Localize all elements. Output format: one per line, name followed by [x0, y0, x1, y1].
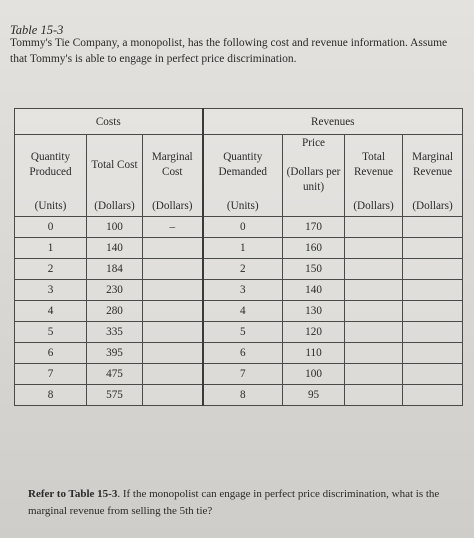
group-header-row — [15, 109, 463, 135]
cell-price: 100 — [283, 364, 345, 385]
table-row — [15, 259, 463, 280]
header-quantity-produced: Quantity Produced — [15, 135, 87, 196]
cell-quantity-produced: 3 — [15, 280, 87, 301]
cell-total-revenue — [345, 217, 403, 238]
cell-quantity-demanded: 8 — [203, 385, 283, 406]
cell-total-revenue — [345, 238, 403, 259]
cost-revenue-table — [14, 108, 463, 406]
cell-marginal-cost: – — [143, 217, 203, 238]
cell-total-revenue — [345, 301, 403, 322]
cell-marginal-revenue — [403, 364, 463, 385]
cell-marginal-revenue — [403, 301, 463, 322]
table-row — [15, 385, 463, 406]
header-price-units: (Dollars per unit) — [286, 165, 341, 193]
cell-quantity-demanded: 0 — [203, 217, 283, 238]
table-row — [15, 343, 463, 364]
costs-group-header: Costs — [15, 109, 203, 135]
table-row — [15, 322, 463, 343]
cell-price: 95 — [283, 385, 345, 406]
table-label: Table 15-3 — [10, 23, 64, 37]
revenues-group-header: Revenues — [203, 109, 463, 135]
units-marginal-revenue: (Dollars) — [403, 195, 463, 217]
cell-total-cost: 395 — [87, 343, 143, 364]
cell-quantity-demanded: 2 — [203, 259, 283, 280]
cell-quantity-produced: 0 — [15, 217, 87, 238]
cell-quantity-demanded: 3 — [203, 280, 283, 301]
cell-quantity-demanded: 7 — [203, 364, 283, 385]
table-row — [15, 280, 463, 301]
cell-total-cost: 100 — [87, 217, 143, 238]
cell-total-revenue — [345, 259, 403, 280]
header-marginal-cost: Marginal Cost — [143, 135, 203, 196]
header-total-revenue: Total Revenue — [345, 135, 403, 196]
cell-marginal-revenue — [403, 238, 463, 259]
cell-total-cost: 184 — [87, 259, 143, 280]
question-text — [28, 486, 464, 520]
units-quantity-demanded: (Units) — [203, 195, 283, 217]
cell-quantity-produced: 8 — [15, 385, 87, 406]
cell-total-cost: 475 — [87, 364, 143, 385]
cell-price: 110 — [283, 343, 345, 364]
cell-price: 150 — [283, 259, 345, 280]
units-quantity-produced: (Units) — [15, 195, 87, 217]
cell-marginal-cost — [143, 343, 203, 364]
cell-total-cost: 280 — [87, 301, 143, 322]
cell-marginal-revenue — [403, 217, 463, 238]
cell-total-revenue — [345, 343, 403, 364]
header-price-label: Price — [302, 136, 326, 149]
cell-marginal-revenue — [403, 385, 463, 406]
cell-total-cost: 335 — [87, 322, 143, 343]
cell-price: 140 — [283, 280, 345, 301]
cell-price: 160 — [283, 238, 345, 259]
cell-total-revenue — [345, 280, 403, 301]
cell-marginal-revenue — [403, 259, 463, 280]
column-header-row — [15, 135, 463, 196]
units-row — [15, 195, 463, 217]
question-lead: Refer to Table 15-3 — [28, 488, 118, 500]
header-marginal-revenue: Marginal Revenue — [403, 135, 463, 196]
header-total-cost: Total Cost — [87, 135, 143, 196]
cell-total-cost: 575 — [87, 385, 143, 406]
cell-quantity-produced: 1 — [15, 238, 87, 259]
cell-marginal-cost — [143, 364, 203, 385]
cell-quantity-demanded: 5 — [203, 322, 283, 343]
cell-price: 120 — [283, 322, 345, 343]
cell-quantity-produced: 7 — [15, 364, 87, 385]
table-row — [15, 364, 463, 385]
cell-total-revenue — [345, 322, 403, 343]
cell-marginal-cost — [143, 238, 203, 259]
cell-quantity-produced: 4 — [15, 301, 87, 322]
table-row — [15, 217, 463, 238]
cell-marginal-revenue — [403, 280, 463, 301]
cell-marginal-cost — [143, 259, 203, 280]
units-marginal-cost: (Dollars) — [143, 195, 203, 217]
cell-marginal-cost — [143, 322, 203, 343]
cell-total-revenue — [345, 364, 403, 385]
table-row — [15, 238, 463, 259]
cell-price: 170 — [283, 217, 345, 238]
cell-total-cost: 140 — [87, 238, 143, 259]
units-price-spacer — [283, 195, 345, 217]
cell-price: 130 — [283, 301, 345, 322]
cell-quantity-demanded: 4 — [203, 301, 283, 322]
cell-total-cost: 230 — [87, 280, 143, 301]
cell-total-revenue — [345, 385, 403, 406]
header-price — [283, 135, 345, 196]
cell-marginal-cost — [143, 280, 203, 301]
cell-quantity-demanded: 1 — [203, 238, 283, 259]
cell-quantity-produced: 6 — [15, 343, 87, 364]
units-total-revenue: (Dollars) — [345, 195, 403, 217]
question-body: . If the monopolist can engage in perfect price discrimination, what is the marginal revenue from selling the 5th tie? — [28, 488, 440, 517]
table-row — [15, 301, 463, 322]
header-quantity-demanded: Quantity Demanded — [203, 135, 283, 196]
units-total-cost: (Dollars) — [87, 195, 143, 217]
cell-quantity-demanded: 6 — [203, 343, 283, 364]
cell-marginal-cost — [143, 301, 203, 322]
cell-marginal-revenue — [403, 343, 463, 364]
intro-text: Tommy's Tie Company, a monopolist, has the following cost and revenue information. Assume that Tommy's is able to engage in perfect price discrimination. — [10, 37, 448, 65]
cell-marginal-cost — [143, 385, 203, 406]
cell-quantity-produced: 5 — [15, 322, 87, 343]
cell-marginal-revenue — [403, 322, 463, 343]
cell-quantity-produced: 2 — [15, 259, 87, 280]
